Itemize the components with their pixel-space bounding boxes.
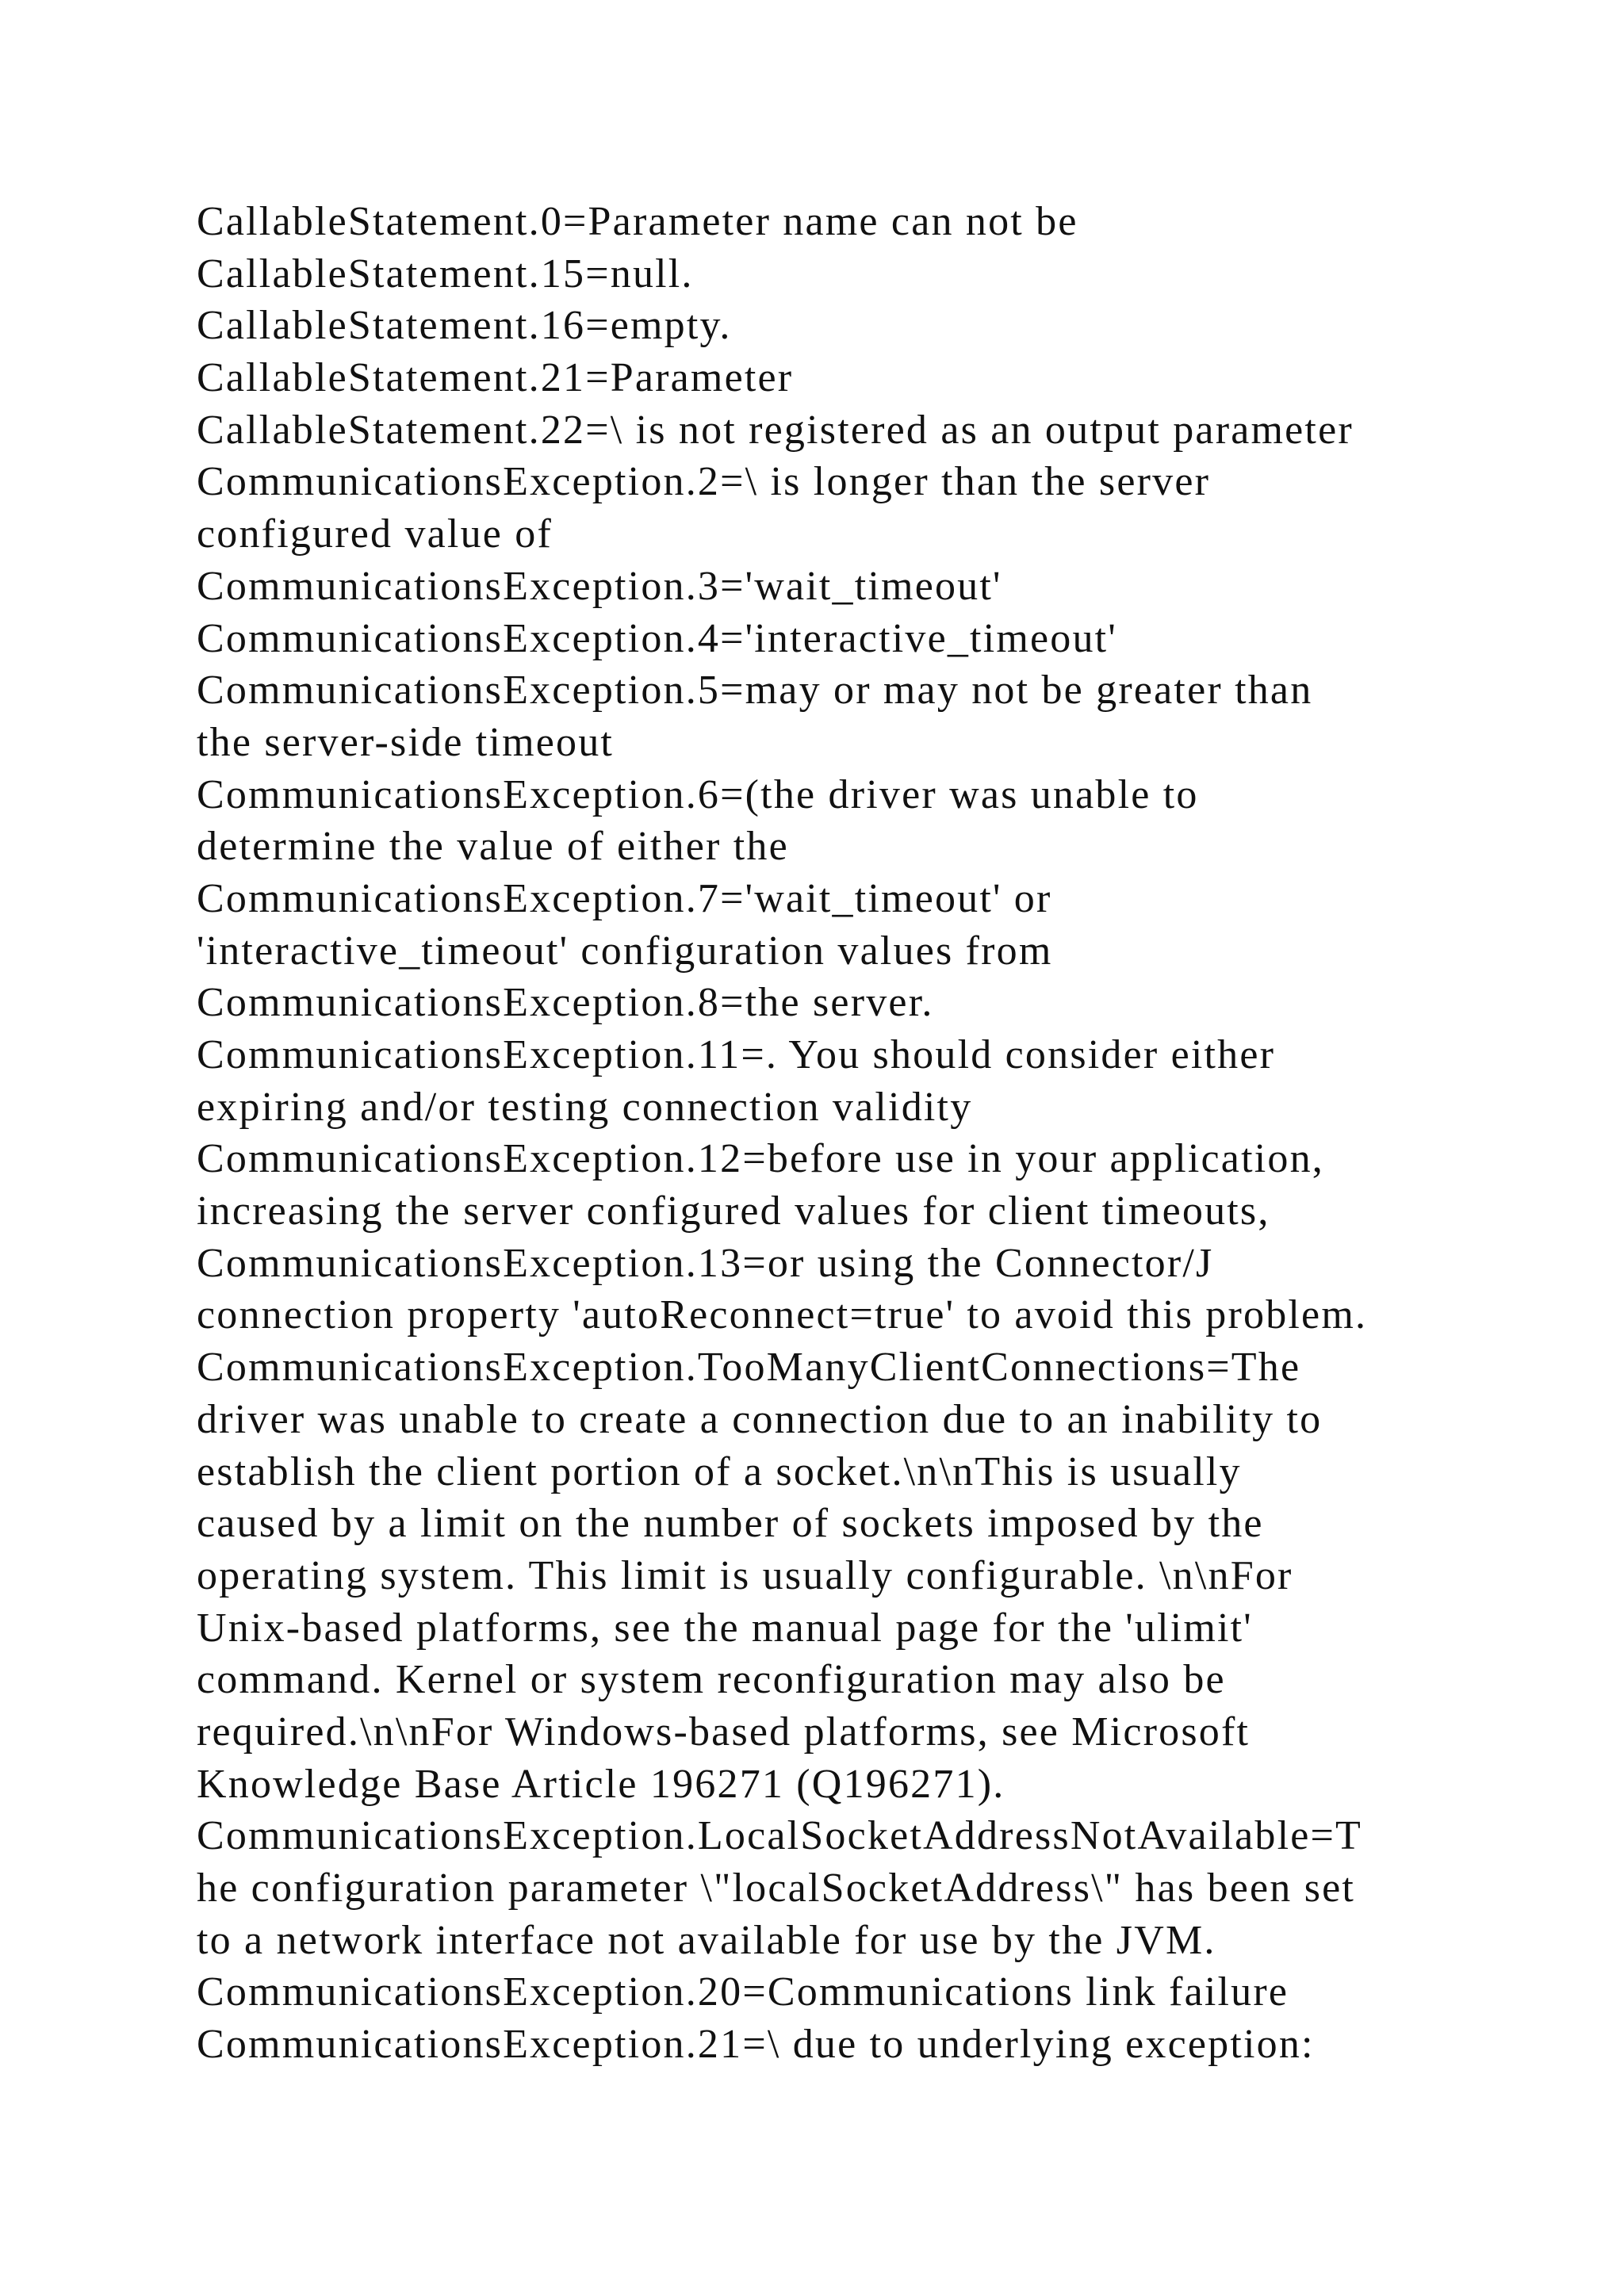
text-line: CommunicationsException.6=(the driver was unable to: [197, 771, 1199, 817]
text-line: CommunicationsException.LocalSocketAddressNotAvailable=T: [197, 1813, 1363, 1859]
text-line: determine the value of either the: [197, 824, 789, 870]
text-line: caused by a limit on the number of sockets imposed by the: [197, 1501, 1264, 1547]
text-line: command. Kernel or system reconfiguration may also be: [197, 1657, 1226, 1703]
text-line: CommunicationsException.12=before use in your application,: [197, 1136, 1324, 1182]
text-line: the server-side timeout: [197, 719, 615, 765]
text-line: CallableStatement.22=\ is not registered as an output parameter: [197, 407, 1354, 453]
text-line: CallableStatement.15=null.: [197, 251, 694, 297]
text-line: CommunicationsException.4='interactive_timeout': [197, 615, 1117, 661]
text-line: 'interactive_timeout' configuration values from: [197, 928, 1053, 974]
text-line: establish the client portion of a socket.\n\nThis is usually: [197, 1448, 1242, 1494]
text-line: he configuration parameter \"localSocketAddress\" has been set: [197, 1866, 1356, 1911]
document-body: [197, 196, 1465, 2071]
text-line: CallableStatement.16=empty.: [197, 303, 732, 349]
text-line: driver was unable to create a connection due to an inability to: [197, 1396, 1323, 1442]
text-line: CommunicationsException.5=may or may not be greater than: [197, 668, 1313, 714]
text-line: CommunicationsException.2=\ is longer than the server: [197, 459, 1211, 505]
text-line: operating system. This limit is usually configurable. \n\nFor: [197, 1552, 1293, 1598]
text-line: Knowledge Base Article 196271 (Q196271).: [197, 1761, 1005, 1807]
text-line: expiring and/or testing connection validity: [197, 1084, 973, 1130]
text-line: CommunicationsException.3='wait_timeout': [197, 563, 1002, 609]
text-line: CallableStatement.0=Parameter name can not be: [197, 199, 1078, 244]
text-line: Unix-based platforms, see the manual page for the 'ulimit': [197, 1605, 1253, 1651]
text-line: CommunicationsException.TooManyClientConnections=The: [197, 1345, 1301, 1391]
text-line: increasing the server configured values for client timeouts,: [197, 1188, 1270, 1234]
text-line: CommunicationsException.7='wait_timeout' or: [197, 875, 1052, 921]
text-line: connection property 'autoReconnect=true' to avoid this problem.: [197, 1292, 1368, 1338]
text-line: CommunicationsException.8=the server.: [197, 980, 934, 1026]
text-line: CommunicationsException.11=. You should consider either: [197, 1032, 1276, 1077]
text-line: CommunicationsException.21=\ due to underlying exception:: [197, 2022, 1315, 2068]
text-line: CommunicationsException.13=or using the Connector/J: [197, 1240, 1214, 1286]
text-line: CommunicationsException.20=Communications link failure: [197, 1969, 1289, 2015]
text-line: to a network interface not available for use by the JVM.: [197, 1917, 1216, 1963]
text-line: CallableStatement.21=Parameter: [197, 355, 794, 401]
text-line: required.\n\nFor Windows-based platforms, see Microsoft: [197, 1709, 1251, 1755]
text-line: configured value of: [197, 511, 553, 557]
